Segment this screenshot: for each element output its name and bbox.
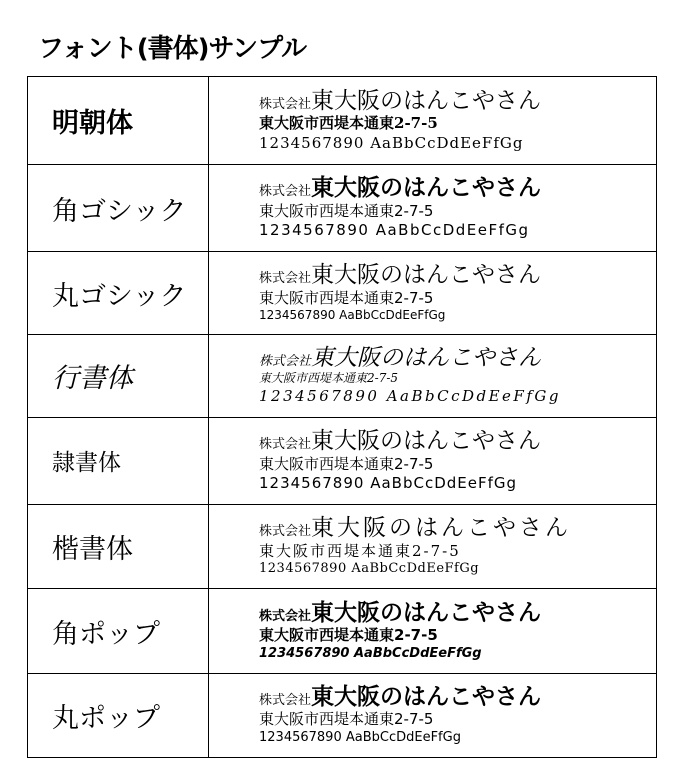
company-prefix: 株式会社 [259,184,312,200]
sample-cell [209,252,657,335]
company-prefix: 株式会社 [259,608,312,624]
company-line [259,345,656,371]
alphanumeric-line: 1234567890 AaBbCcDdEeFfGg [259,133,524,152]
address-line: 東大阪市西堤本通東2-7-5 [259,201,434,220]
font-name-cell: 角ゴシック [28,164,209,252]
table-row [28,505,657,589]
sample-cell [209,589,657,673]
address-line: 東大阪市西堤本通東2-7-5 [259,626,438,645]
company-prefix: 株式会社 [259,524,312,540]
company-prefix: 株式会社 [259,437,312,453]
table-row [28,164,657,252]
font-name-cell: 行書体 [28,334,209,417]
font-name-cell: 丸ゴシック [28,252,209,335]
company-line [259,262,656,288]
sample-cell [209,417,657,505]
alphanumeric-line: 1234567890 AaBbCcDdEeFfGg [259,561,480,577]
company-prefix: 株式会社 [259,692,312,708]
table-row [28,673,657,757]
address-line: 東大阪市西堤本通東2-7-5 [259,541,461,560]
table-row [28,77,657,165]
alphanumeric-line: 1234567890 AaBbCcDdEeFfGg [259,221,530,240]
font-name-cell: 角ポップ [28,589,209,673]
font-name-cell: 丸ポップ [28,673,209,757]
table-row [28,252,657,335]
address-line: 東大阪市西堤本通東2-7-5 [259,114,438,133]
company-line [259,515,656,541]
sample-cell [209,164,657,252]
font-name-cell: 楷書体 [28,505,209,589]
alphanumeric-line: 1234567890 AaBbCcDdEeFfGg [259,386,561,405]
sample-cell [209,505,657,589]
table-row [28,589,657,673]
font-name-cell: 明朝体 [28,77,209,165]
address-line: 東大阪市西堤本通東2-7-5 [259,371,399,386]
alphanumeric-line: 1234567890 AaBbCcDdEeFfGg [259,308,446,323]
address-line: 東大阪市西堤本通東2-7-5 [259,454,434,473]
company-name: 東大阪のはんこやさん [311,683,542,710]
company-name: 東大阪のはんこやさん [311,515,572,542]
company-line [259,428,656,454]
company-prefix: 株式会社 [259,271,312,287]
address-line: 東大阪市西堤本通東2-7-5 [259,288,434,307]
sample-cell [209,673,657,757]
alphanumeric-line: 1234567890 AaBbCcDdEeFfGg [259,645,482,661]
company-name: 東大阪のはんこやさん [311,428,542,455]
font-sample-table [27,76,657,758]
company-line [259,684,656,710]
company-name: 東大阪のはんこやさん [311,175,542,202]
company-line [259,175,656,201]
table-row [28,334,657,417]
company-name: 東大阪のはんこやさん [311,599,542,626]
address-line: 東大阪市西堤本通東2-7-5 [259,710,434,729]
company-name: 東大阪のはんこやさん [311,262,542,289]
company-line [259,88,656,114]
sample-cell [209,334,657,417]
font-name-cell: 隷書体 [28,417,209,505]
alphanumeric-line: 1234567890 AaBbCcDdEeFfGg [259,729,461,745]
company-name: 東大阪のはんこやさん [311,87,542,114]
company-prefix: 株式会社 [259,353,312,369]
page-title: フォント(書体)サンプル [38,34,307,64]
company-prefix: 株式会社 [259,96,312,112]
table-row [28,417,657,505]
alphanumeric-line: 1234567890 AaBbCcDdEeFfGg [259,474,518,493]
company-line [259,600,656,626]
sample-cell [209,77,657,165]
company-name: 東大阪のはんこやさん [311,344,542,371]
